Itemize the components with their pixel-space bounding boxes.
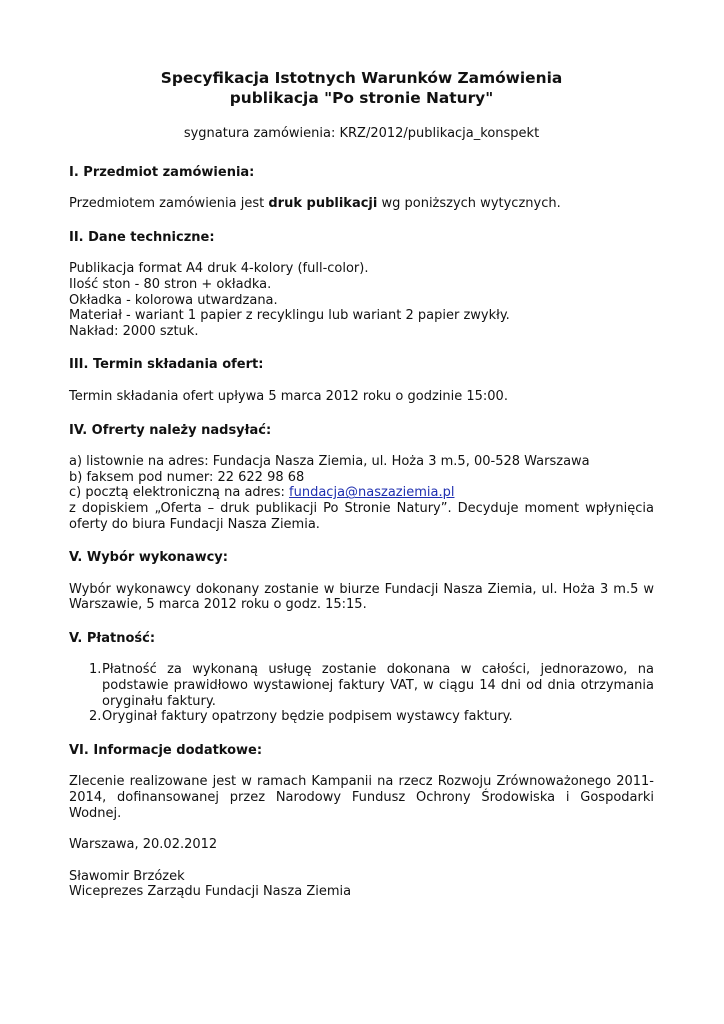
submission-line-b: b) faksem pod numer: 22 622 98 68 (69, 469, 305, 485)
list-item-number: 1. (89, 662, 102, 678)
section-7-text: Zlecenie realizowane jest w ramach Kampanii na rzecz Rozwoju Zrównoważonego 2011-2014, dofinansowanej przez Narodowy Fundusz Ochrony Środowiska i Gospodarki Wodnej. (69, 774, 654, 821)
spec-line: Okładka - kolorowa utwardzana. (69, 292, 278, 308)
signer-block (69, 869, 654, 900)
place-date: Warszawa, 20.02.2012 (69, 837, 218, 853)
signer-title: Wiceprezes Zarządu Fundacji Nasza Ziemia (69, 884, 352, 900)
section-1-heading: I. Przedmiot zamówienia: (69, 164, 255, 180)
section-1-text (69, 196, 654, 212)
list-item (69, 662, 654, 709)
section-5-heading: V. Wybór wykonawcy: (69, 550, 228, 566)
section-4-heading: IV. Ofrerty należy nadsyłać: (69, 422, 272, 438)
list-item-number: 2. (89, 709, 102, 725)
submission-line-a: a) listownie na adres: Fundacja Nasza Ziemia, ul. Hoża 3 m.5, 00-528 Warszawa (69, 454, 590, 470)
section-3-heading: III. Termin składania ofert: (69, 357, 264, 373)
spec-line: Publikacja format A4 druk 4-kolory (full-color). (69, 261, 369, 277)
section-5-text: Wybór wykonawcy dokonany zostanie w biurze Fundacji Nasza Ziemia, ul. Hoża 3 m.5 w Warszawie, 5 marca 2012 roku o godz. 15:15. (69, 581, 654, 613)
spec-line: Ilość ston - 80 stron + okładka. (69, 276, 272, 292)
submission-note: z dopiskiem „Oferta – druk publikacji Po Stronie Natury”. Decyduje moment wpłynięcia oferty do biura Fundacji Nasza Ziemia. (69, 500, 654, 532)
list-item-text: Oryginał faktury opatrzony będzie podpisem wystawcy faktury. (102, 709, 513, 725)
section-7-heading: VI. Informacje dodatkowe: (69, 742, 263, 758)
section-2-heading: II. Dane techniczne: (69, 229, 215, 245)
payment-list (69, 662, 654, 724)
submission-line-c-prefix: c) pocztą elektroniczną na adres: (69, 485, 290, 501)
submission-line-c (69, 485, 654, 501)
list-item (69, 709, 654, 725)
submission-methods (69, 454, 654, 532)
section-1-text-before: Przedmiotem zamówienia jest (69, 196, 269, 212)
document-body (69, 68, 654, 900)
section-6-heading: V. Płatność: (69, 630, 156, 646)
list-item-text: Płatność za wykonaną usługę zostanie dokonana w całości, jednorazowo, na podstawie prawidłowo wystawionej faktury VAT, w ciągu 14 dni od dnia otrzymania oryginału faktury. (102, 662, 654, 709)
document-title (69, 68, 654, 108)
order-signature: sygnatura zamówienia: KRZ/2012/publikacja_konspekt (183, 126, 540, 141)
title-line-1: Specyfikacja Istotnych Warunków Zamówienia (160, 69, 563, 87)
email-link[interactable]: fundacja@naszaziemia.pl (289, 485, 455, 501)
spec-line: Materiał - wariant 1 papier z recyklingu lub wariant 2 papier zwykły. (69, 308, 510, 324)
section-3-text: Termin składania ofert upływa 5 marca 2012 roku o godzinie 15:00. (69, 388, 508, 404)
technical-specs (69, 261, 654, 339)
title-line-2: publikacja "Po stronie Natury" (229, 89, 494, 107)
section-1-text-bold: druk publikacji (268, 196, 378, 212)
spec-line: Nakład: 2000 sztuk. (69, 323, 199, 339)
signer-name: Sławomir Brzózek (69, 868, 185, 884)
section-1-text-after: wg poniższych wytycznych. (377, 196, 561, 212)
